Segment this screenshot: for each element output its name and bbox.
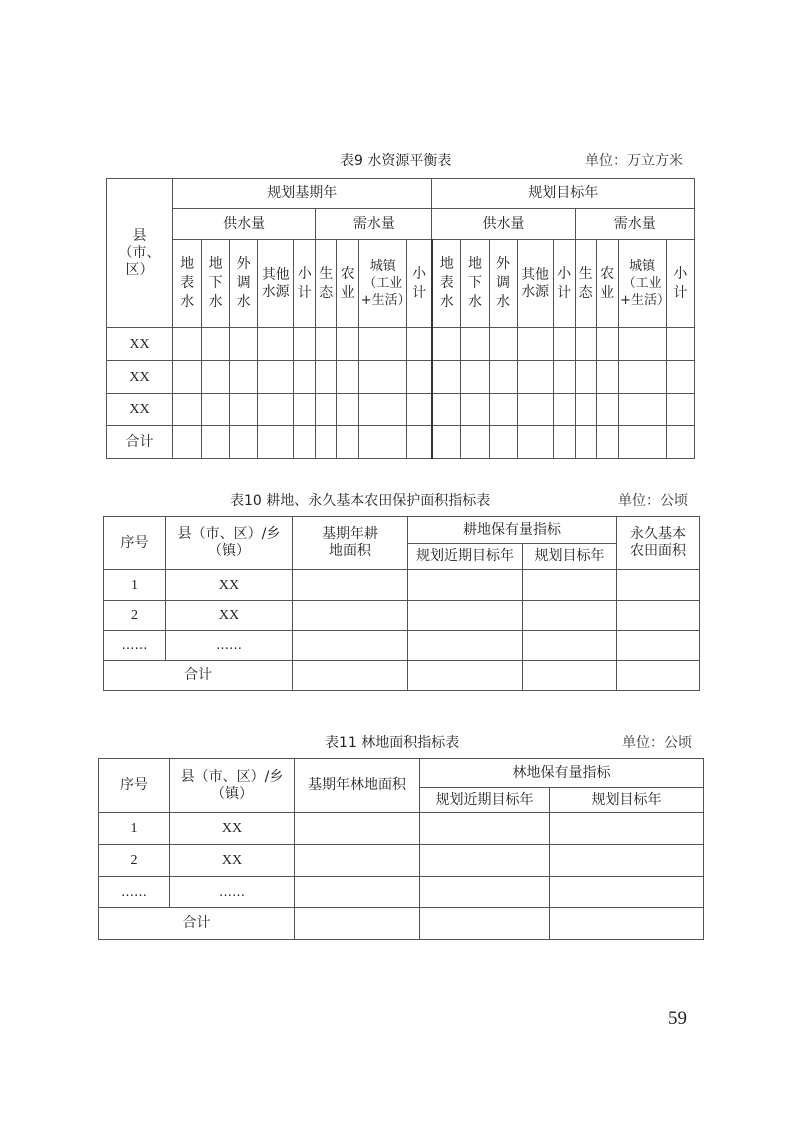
- forest-keep-header: 林地保有量指标: [420, 759, 704, 788]
- target-agri-header: 农业: [596, 240, 618, 328]
- near-target-header: 规划近期目标年: [408, 544, 523, 570]
- county-header: 县（市、区）/乡（镇）: [166, 517, 293, 570]
- near-target-header: 规划近期目标年: [420, 788, 550, 813]
- row-no: ……: [104, 631, 166, 661]
- table-row: [104, 631, 700, 661]
- permanent-farmland-header: 永久基本农田面积: [617, 517, 700, 570]
- no-header: 序号: [104, 517, 166, 570]
- base-demand-header: 需水量: [316, 209, 432, 240]
- table9-caption: 表9 水资源平衡表: [340, 153, 452, 169]
- row-no: 2: [99, 845, 170, 877]
- row-no: 1: [99, 813, 170, 845]
- farmland-protection-table: [103, 516, 700, 691]
- base-urban-header: 城镇（工业+生活）: [359, 240, 407, 328]
- farmland-keep-header: 耕地保有量指标: [408, 517, 617, 544]
- base-forest-header: 基期年林地面积: [295, 759, 420, 813]
- row-no: ……: [99, 877, 170, 908]
- target-transfer-header: 外调水: [489, 240, 517, 328]
- table-row: [99, 813, 704, 845]
- table-row: [104, 601, 700, 631]
- base-supply-header: 供水量: [173, 209, 316, 240]
- row-name: XX: [170, 813, 295, 845]
- total-label: 合计: [99, 908, 295, 940]
- county-header: 县（市、区）/乡（镇）: [170, 759, 295, 813]
- no-header: 序号: [99, 759, 170, 813]
- target-year-header: 规划目标年: [432, 179, 695, 209]
- county-cell: XX: [107, 328, 173, 361]
- base-demand-subtotal-header: 小计: [407, 240, 432, 328]
- table10-caption: 表10 耕地、永久基本农田保护面积指标表: [230, 493, 491, 509]
- base-supply-subtotal-header: 小计: [294, 240, 316, 328]
- row-name: XX: [166, 601, 293, 631]
- row-no: 2: [104, 601, 166, 631]
- total-label: 合计: [107, 426, 173, 459]
- table-row: [104, 570, 700, 601]
- table9-unit: 单位：万立方米: [585, 153, 683, 169]
- county-cell: XX: [107, 394, 173, 426]
- target-urban-header: 城镇（工业+生活）: [618, 240, 666, 328]
- county-header: 县（市、区）: [107, 179, 173, 328]
- water-balance-table: [106, 178, 695, 459]
- base-other-header: 其他水源: [258, 240, 294, 328]
- row-no: 1: [104, 570, 166, 601]
- base-year-header: 规划基期年: [173, 179, 432, 209]
- target-ground-header: 地下水: [461, 240, 489, 328]
- row-name: XX: [166, 570, 293, 601]
- target-eco-header: 生态: [575, 240, 596, 328]
- target-supply-header: 供水量: [432, 209, 575, 240]
- total-label: 合计: [104, 661, 293, 691]
- table10-unit: 单位：公顷: [618, 493, 688, 509]
- base-farmland-header: 基期年耕地面积: [293, 517, 408, 570]
- base-transfer-header: 外调水: [230, 240, 258, 328]
- base-agri-header: 农业: [337, 240, 359, 328]
- target-header: 规划目标年: [523, 544, 617, 570]
- base-ground-header: 地下水: [202, 240, 230, 328]
- table-row: [107, 394, 695, 426]
- page-number: 59: [668, 1008, 687, 1029]
- row-name: ……: [166, 631, 293, 661]
- target-other-header: 其他水源: [517, 240, 553, 328]
- target-demand-header: 需水量: [575, 209, 694, 240]
- target-supply-subtotal-header: 小计: [553, 240, 575, 328]
- row-name: ……: [170, 877, 295, 908]
- table11-unit: 单位：公顷: [622, 735, 692, 751]
- table-row: [107, 361, 695, 394]
- target-demand-subtotal-header: 小计: [666, 240, 694, 328]
- total-row: [107, 426, 695, 459]
- table11-caption: 表11 林地面积指标表: [325, 735, 460, 751]
- total-row: [99, 908, 704, 940]
- target-header: 规划目标年: [550, 788, 704, 813]
- table-row: [107, 328, 695, 361]
- row-name: XX: [170, 845, 295, 877]
- target-surface-header: 地表水: [432, 240, 461, 328]
- table-row: [99, 877, 704, 908]
- forest-land-table: [98, 758, 704, 940]
- base-eco-header: 生态: [316, 240, 337, 328]
- total-row: [104, 661, 700, 691]
- table-row: [99, 845, 704, 877]
- county-cell: XX: [107, 361, 173, 394]
- base-surface-header: 地表水: [173, 240, 202, 328]
